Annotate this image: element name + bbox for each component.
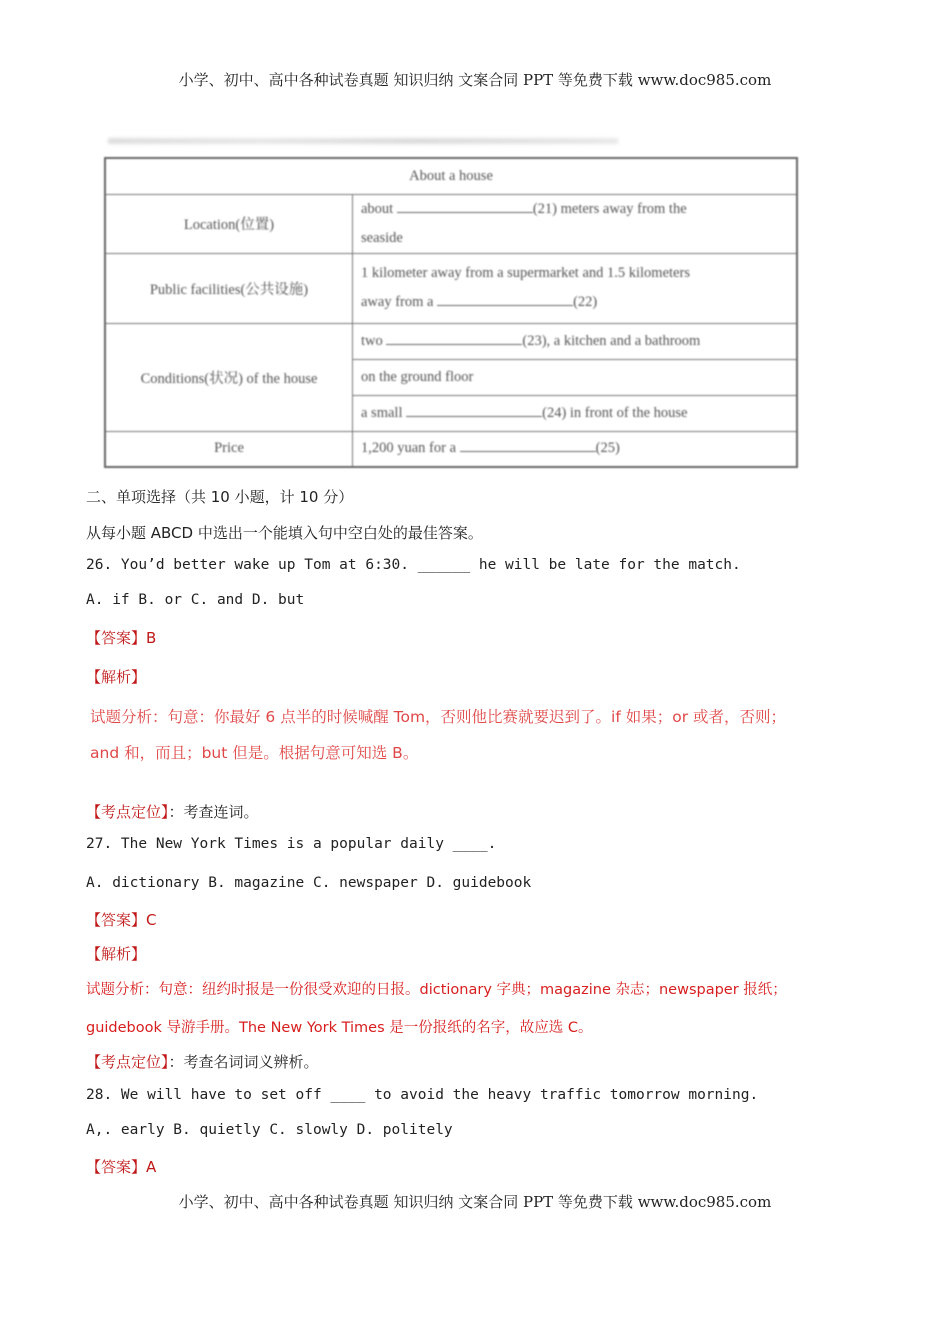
page-footer: 小学、初中、高中各种试卷真题 知识归纳 文案合同 PPT 等免费下载 www.doc985.com <box>178 1193 772 1211</box>
facilities-label: Public facilities(公共设施) <box>105 253 353 323</box>
blank-22 <box>437 291 573 306</box>
question-28-stem: 28. We will have to set off ____ to avoid the heavy traffic tomorrow morning. <box>86 1087 759 1103</box>
question-27-stem: 27. The New York Times is a popular daily ____. <box>86 836 497 852</box>
question-26-stem: 26. You’d better wake up Tom at 6:30. ______ he will be late for the match. <box>86 557 741 573</box>
scan-smudge <box>108 138 618 144</box>
blank-23 <box>386 330 522 345</box>
question-26-analysis-tag: 【解析】 <box>86 668 147 686</box>
question-27-analysis-1: 试题分析：句意：纽约时报是一份很受欢迎的日报。dictionary 字典；magazine 杂志；newspaper 报纸； <box>86 982 787 998</box>
condition-2: on the ground floor <box>353 359 798 395</box>
price-value: 1,200 yuan for a (25) <box>353 431 798 467</box>
page-header: 小学、初中、高中各种试卷真题 知识归纳 文案合同 PPT 等免费下载 www.doc985.com <box>178 71 772 89</box>
facilities-value: 1 kilometer away from a supermarket and 1.5 kilometers away from a (22) <box>353 253 798 323</box>
table-title: About a house <box>105 158 797 194</box>
question-27-analysis-2: guidebook 导游手册。The New York Times 是一份报纸的名字，故应选 C。 <box>86 1020 593 1036</box>
condition-3: a small (24) in front of the house <box>353 395 798 431</box>
section-title: 二、单项选择（共 10 小题，计 10 分） <box>86 488 354 506</box>
question-26-point: 【考点定位】：考查连词。 <box>86 803 259 821</box>
price-label: Price <box>105 431 353 467</box>
condition-1: two (23), a kitchen and a bathroom <box>353 323 798 359</box>
section-instruction: 从每小题 ABCD 中选出一个能填入句中空白处的最佳答案。 <box>86 524 483 542</box>
question-27-answer: 【答案】C <box>86 911 157 929</box>
question-27-analysis-tag: 【解析】 <box>86 945 147 963</box>
question-26-analysis-2: and 和，而且；but 但是。根据句意可知选 B。 <box>90 744 419 762</box>
conditions-label: Conditions(状况) of the house <box>105 323 353 431</box>
question-27-options: A. dictionary B. magazine C. newspaper D. guidebook <box>86 875 532 891</box>
question-28-answer: 【答案】A <box>86 1158 157 1176</box>
blank-25 <box>460 437 596 452</box>
blank-24 <box>406 402 542 417</box>
question-28-options: A,. early B. quietly C. slowly D. politely <box>86 1122 453 1138</box>
question-26-options: A. if B. or C. and D. but <box>86 592 305 608</box>
location-label: Location(位置) <box>105 194 353 253</box>
location-value: about (21) meters away from the seaside <box>353 194 798 253</box>
house-table-image <box>104 157 798 462</box>
question-26-analysis-1: 试题分析：句意：你最好 6 点半的时候喊醒 Tom，否则他比赛就要迟到了。if 如果；or 或者，否则； <box>90 708 787 726</box>
house-table <box>104 157 798 468</box>
question-26-answer: 【答案】B <box>86 629 157 647</box>
blank-21 <box>397 198 533 213</box>
question-27-point: 【考点定位】：考查名词词义辨析。 <box>86 1053 319 1071</box>
